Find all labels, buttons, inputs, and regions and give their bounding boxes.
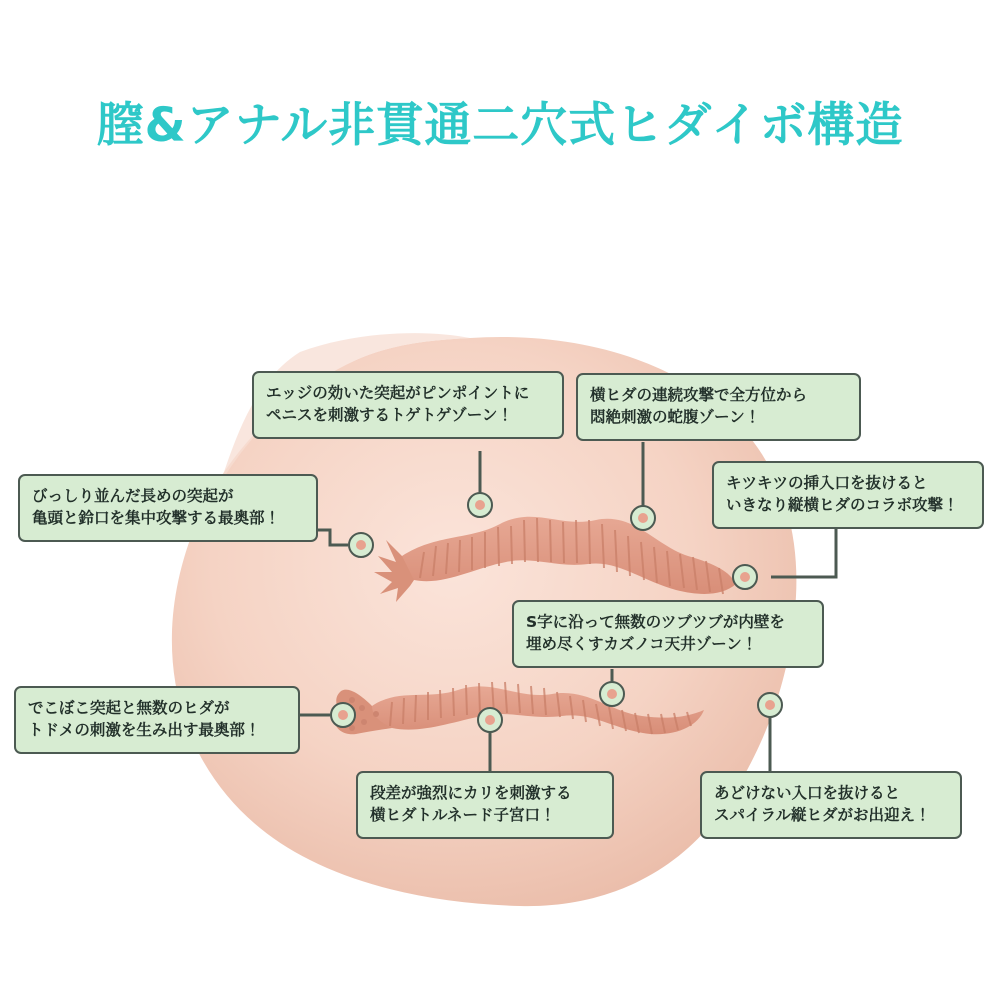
- callout-bottom-right-line-2: スパイラル縦ヒダがお出迎え！: [714, 806, 931, 825]
- callout-right-upper-line-2: いきなり縦横ヒダのコラボ攻撃！: [726, 496, 959, 515]
- callout-middle-right-line-1: S字に沿って無数のツブツブが内壁を: [526, 613, 785, 631]
- callout-left-lower-line-2: トドメの刺激を生み出す最奥部！: [28, 721, 261, 740]
- callout-bottom-right: [700, 771, 962, 839]
- callout-left-upper-line-2: 亀頭と鈴口を集中攻撃する最奥部！: [32, 509, 281, 528]
- callout-top-left-inner: [252, 371, 564, 439]
- dot-top-right: [630, 505, 656, 531]
- callout-right-upper: [712, 461, 984, 529]
- leader-left-upper: [318, 530, 348, 545]
- callout-right-upper-line-1: キツキツの挿入口を抜けると: [726, 474, 928, 492]
- dot-left-lower: [330, 702, 356, 728]
- dot-bottom-middle: [477, 707, 503, 733]
- callout-bottom-right-line-1: あどけない入口を抜けると: [714, 784, 901, 802]
- callout-left-lower-line-1: でこぼこ突起と無数のヒダが: [28, 699, 230, 717]
- callout-left-upper-line-1: びっしり並んだ長めの突起が: [32, 487, 234, 505]
- callout-bottom-middle-line-2: 横ヒダトルネード子宮口！: [370, 806, 556, 825]
- callout-middle-right-line-2: 埋め尽くすカズノコ天井ゾーン！: [526, 635, 758, 654]
- dot-left-upper: [348, 532, 374, 558]
- callout-left-upper: [18, 474, 318, 542]
- callout-middle-right: [512, 600, 824, 668]
- callout-bottom-middle: [356, 771, 614, 839]
- callout-top-right-line-2: 悶絶刺激の蛇腹ゾーン！: [590, 408, 761, 427]
- page-title: 膣&アナル非貫通二穴式ヒダイボ構造: [96, 98, 904, 153]
- dot-bottom-right: [757, 692, 783, 718]
- leader-right-upper: [771, 521, 836, 577]
- callout-top-right: [576, 373, 861, 441]
- callout-left-lower: [14, 686, 300, 754]
- callout-top-left-inner-line-2: ペニスを刺激するトゲトゲゾーン！: [266, 406, 513, 425]
- callout-top-right-line-1: 横ヒダの連続攻撃で全方位から: [590, 386, 808, 404]
- dot-right-upper: [732, 564, 758, 590]
- dot-top-left-inner: [467, 492, 493, 518]
- callout-bottom-middle-line-1: 段差が強烈にカリを刺激する: [370, 784, 572, 802]
- dot-middle-right: [599, 681, 625, 707]
- callout-top-left-inner-line-1: エッジの効いた突起がピンポイントに: [266, 384, 530, 402]
